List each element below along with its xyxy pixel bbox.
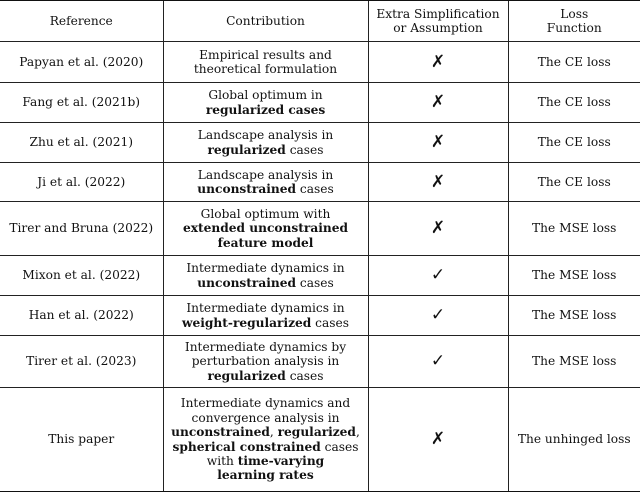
cross-mark-icon: ✗ [430,218,446,238]
contribution-bold-text: extended unconstrained [182,221,348,236]
header-reference: Reference [0,1,163,42]
contribution-cell [163,202,368,256]
loss-function-cell: The CE loss [508,42,640,83]
contribution-line [169,236,363,250]
extra-assumption-cell [368,42,508,83]
loss-function-cell: The MSE loss [508,296,640,336]
contribution-cell [163,163,368,202]
cross-mark-icon: ✗ [430,171,446,192]
contribution-line [169,369,363,383]
contribution-text: cases [311,315,349,330]
table-row [0,42,640,83]
contribution-line [169,425,363,439]
contribution-line [169,168,363,182]
contribution-line [169,221,363,235]
contribution-line [169,276,363,290]
contribution-text: Landscape analysis in [197,128,334,143]
cross-mark-icon: ✗ [430,132,446,152]
contribution-text: , [269,425,278,440]
contribution-line [169,103,363,117]
loss-function-cell: The CE loss [508,83,640,123]
loss-function-cell: The unhinged loss [508,388,640,492]
contribution-bold-text: regularized cases [205,102,326,117]
header-loss-function [508,1,640,42]
contribution-line [169,396,363,410]
table-row [0,123,640,163]
table-body [0,42,640,492]
contribution-line [169,261,363,275]
contribution-text: Intermediate dynamics and [180,396,351,411]
table-row [0,336,640,388]
reference-cell: Fang et al. (2021b) [0,83,163,123]
extra-assumption-cell [368,202,508,256]
cross-mark-icon: ✗ [430,51,446,72]
contribution-text: perturbation analysis in [191,354,340,369]
contribution-line [169,440,363,454]
contribution-text: cases [296,275,334,290]
contribution-line [169,48,363,62]
contribution-text: with [206,453,238,468]
contribution-bold-text: feature model [217,235,314,250]
contribution-cell [163,256,368,296]
contribution-text: Intermediate dynamics in [186,301,345,316]
contribution-text: Global optimum with [200,206,331,221]
table-row [0,296,640,336]
extra-assumption-cell [368,256,508,296]
check-mark-icon: ✓ [430,351,446,371]
contribution-bold-text: weight-regularized [182,315,312,330]
contribution-bold-text: unconstrained [197,275,297,290]
table-row [0,163,640,202]
contribution-line [169,354,363,368]
header-extra-line-2: or Assumption [393,21,483,35]
contribution-text: cases [320,439,359,454]
contribution-bold-text: unconstrained [197,182,297,196]
table-row [0,202,640,256]
contribution-text: , [355,425,360,440]
contribution-line [169,411,363,425]
contribution-line [169,340,363,354]
reference-cell: Han et al. (2022) [0,296,163,336]
check-mark-icon: ✓ [430,305,446,325]
extra-assumption-cell [368,336,508,388]
extra-assumption-cell [368,388,508,492]
header-extra-simplification [368,1,508,42]
extra-assumption-cell [368,296,508,336]
extra-assumption-cell [368,83,508,123]
reference-cell: This paper [0,388,163,492]
check-mark-icon: ✓ [430,265,446,285]
contribution-bold-text: learning rates [217,468,314,483]
contribution-line [169,468,363,482]
contribution-cell [163,83,368,123]
contribution-text: Global optimum in [208,88,323,103]
loss-function-cell: The CE loss [508,163,640,202]
contribution-line [169,128,363,142]
contribution-text: Intermediate dynamics by [184,339,347,354]
header-extra-line-1: Extra Simplification [376,6,500,21]
contribution-line [169,316,363,330]
contribution-cell [163,123,368,163]
table-row [0,388,640,492]
contribution-line [169,301,363,315]
header-row [0,1,640,42]
table-row [0,256,640,296]
contribution-bold-text: regularized [277,425,356,440]
contribution-cell [163,388,368,492]
contribution-text: Intermediate dynamics in [186,261,345,276]
reference-cell: Papyan et al. (2020) [0,42,163,83]
loss-function-cell: The MSE loss [508,202,640,256]
contribution-line [169,454,363,468]
contribution-bold-text: regularized [207,142,286,157]
table-row [0,83,640,123]
contribution-text: Landscape analysis in [197,167,334,182]
contribution-text: cases [285,368,324,383]
reference-cell: Tirer and Bruna (2022) [0,202,163,256]
contribution-text: cases [285,142,324,157]
loss-function-cell: The MSE loss [508,336,640,388]
contribution-cell [163,42,368,83]
reference-cell: Mixon et al. (2022) [0,256,163,296]
reference-cell: Ji et al. (2022) [0,163,163,202]
header-loss-line-1: Loss [560,6,589,21]
cross-mark-icon: ✗ [430,92,446,112]
contribution-line [169,88,363,102]
contribution-bold-text: unconstrained [171,425,270,440]
contribution-bold-text: time-varying [237,453,325,468]
contribution-bold-text: regularized [207,368,286,383]
contribution-cell [163,296,368,336]
contribution-text: convergence analysis in [191,410,340,425]
extra-assumption-cell [368,123,508,163]
cross-mark-icon: ✗ [430,429,446,449]
contribution-text: theoretical formulation [193,62,338,76]
reference-cell: Zhu et al. (2021) [0,123,163,163]
loss-function-cell: The CE loss [508,123,640,163]
loss-function-cell: The MSE loss [508,256,640,296]
contribution-text: cases [296,182,334,196]
extra-assumption-cell [368,163,508,202]
header-loss-line-2: Function [546,21,602,35]
contribution-cell [163,336,368,388]
contribution-line [169,182,363,196]
contribution-line [169,62,363,76]
contribution-line [169,143,363,157]
contribution-text: Empirical results and [199,47,332,62]
header-contribution: Contribution [163,1,368,42]
reference-cell: Tirer et al. (2023) [0,336,163,388]
contribution-line [169,207,363,221]
contribution-bold-text: spherical constrained [172,439,321,454]
